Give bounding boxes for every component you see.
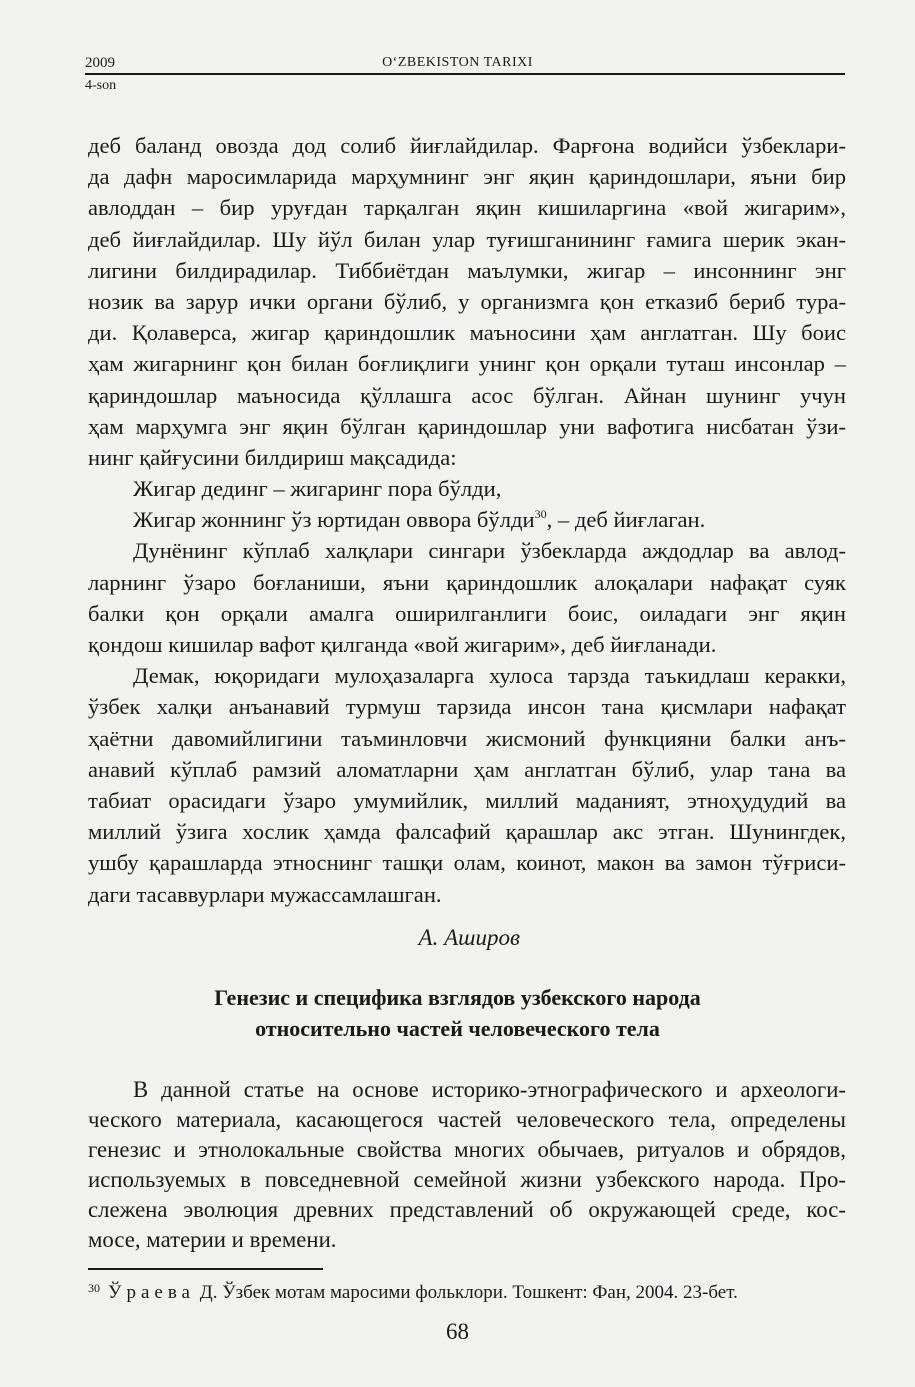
paragraph-line: ўзбек халқи анъанавий турмуш тарзида инсон тана қисмлари нафақат	[88, 694, 846, 720]
abstract-line: В данной статье на основе историко-этнографического и археологи-	[133, 1077, 846, 1102]
paragraph-line: ушбу қарашларда этноснинг ташқи олам, коинот, макон ва замон тўғриси-	[88, 850, 846, 876]
verse-text: Жигар жоннинг ўз юртидан оввора бўлди	[133, 507, 535, 533]
footnote-author: Ўраева	[108, 1282, 195, 1303]
summary-abstract	[88, 1075, 846, 1255]
paragraph-line: табиат орасидаги ўзаро умумийлик, миллий маданият, этноҳудудий ва	[88, 787, 846, 813]
abstract-line: используемых в повседневной семейной жизни узбекского народа. Про-	[88, 1167, 846, 1192]
paragraph-line: балки қон орқали амалга оширилганлиги боис, оиладаги энг яқин	[88, 600, 846, 626]
abstract-line: генезис и этнолокальные свойства многих обычаев, ритуалов и обрядов,	[88, 1137, 846, 1162]
body-line: лигини билдирадилар. Тиббиётдан маълумки, жигар – инсоннинг энг	[88, 257, 846, 283]
footnote-rule	[88, 1268, 323, 1270]
summary-title-line-2: относительно частей человеческого тела	[255, 1016, 660, 1041]
body-line: да дафн маросимларида марҳумнинг энг яқин қариндошлари, яъни бир	[88, 164, 846, 190]
page-number: 68	[446, 1319, 469, 1344]
body-line: ҳам жигарнинг қон билан боғлиқлиги унинг қон орқали туташ инсонлар –	[88, 351, 846, 377]
body-line: авлоддан – бир уруғдан тарқалган яқин кишиларгина «вой жигарим»,	[88, 195, 846, 221]
footnote-number: 30	[88, 1281, 100, 1295]
paragraph-line: Дунёнинг кўплаб халқлари сингари ўзбекларда аждодлар ва авлод-	[133, 538, 846, 564]
paragraph-line: даги тасаввурлари мужассамлашган.	[88, 881, 442, 907]
verse-line-2	[88, 504, 846, 535]
paragraph-line: миллий ўзига хослик ҳамда фалсафий қарашлар акс этган. Шунингдек,	[88, 819, 846, 845]
header-rule	[85, 73, 845, 75]
paragraph-line: ларнинг ўзаро боғланиши, яъни қариндошлик алоқалари нафақат суяк	[88, 569, 846, 595]
body-line: ҳам марҳумга энг яқин бўлган қариндошлар уни вафотига нисбатан ўзи-	[88, 413, 846, 439]
body-line: деб баланд овозда дод солиб йиғлайдилар. Фарғона водийси ўзбеклари-	[88, 133, 846, 158]
article-author: А. Аширов	[418, 925, 520, 950]
body-line: нинг қайғусини билдириш мақсадида:	[88, 444, 457, 470]
paragraph-line: анавий кўплаб рамзий аломатларни ҳам англатган бўлиб, улар тана ва	[88, 756, 846, 782]
paragraph-line: ҳаётни давомийлигини таъминловчи жисмоний функцияни балки анъ-	[88, 725, 846, 751]
article-body	[88, 130, 846, 910]
abstract-line: мосе, материи и времени.	[88, 1227, 337, 1252]
paragraph-line: Демак, юқоридаги мулоҳазаларга хулоса тарзда таъкидлаш керакки,	[133, 663, 846, 689]
body-line: деб йиғлайдилар. Шу йўл билан улар туғишганининг ғамига шерик экан-	[88, 226, 846, 252]
abstract-line: слежена эволюция древних представлений об окружающей среде, кос-	[88, 1197, 846, 1222]
footnote-ref: 30	[534, 507, 547, 522]
header-journal-title: O‘ZBEKISTON TARIXI	[382, 55, 533, 70]
paragraph-line: қондош кишилар вафот қилганда «вой жигарим», деб йиғланади.	[88, 632, 717, 657]
footnote	[88, 1275, 738, 1306]
abstract-line: ческого материала, касающегося частей человеческого тела, определены	[88, 1107, 846, 1132]
footnote-text: Д. Ўзбек мотам маросими фольклори. Тошкент: Фан, 2004. 23-бет.	[194, 1282, 738, 1303]
summary-title-line-1: Генезис и специфика взглядов узбекского народа	[214, 985, 701, 1010]
body-line: ди. Қолаверса, жигар қариндошлик маъносини ҳам англатган. Шу боис	[88, 320, 846, 346]
summary-title	[0, 982, 915, 1044]
header-year: 2009	[85, 55, 115, 71]
verse-tail: , – деб йиғлаган.	[546, 507, 706, 533]
body-line: нозик ва зарур ички органи бўлиб, у организмга қон етказиб бериб тура-	[88, 288, 846, 314]
verse-line-1: Жигар дединг – жигаринг пора бўлди,	[133, 476, 502, 502]
header-issue: 4-son	[85, 78, 117, 93]
body-line: қариндошлар маъносида қўллашга асос бўлган. Айнан шунинг учун	[88, 382, 846, 408]
